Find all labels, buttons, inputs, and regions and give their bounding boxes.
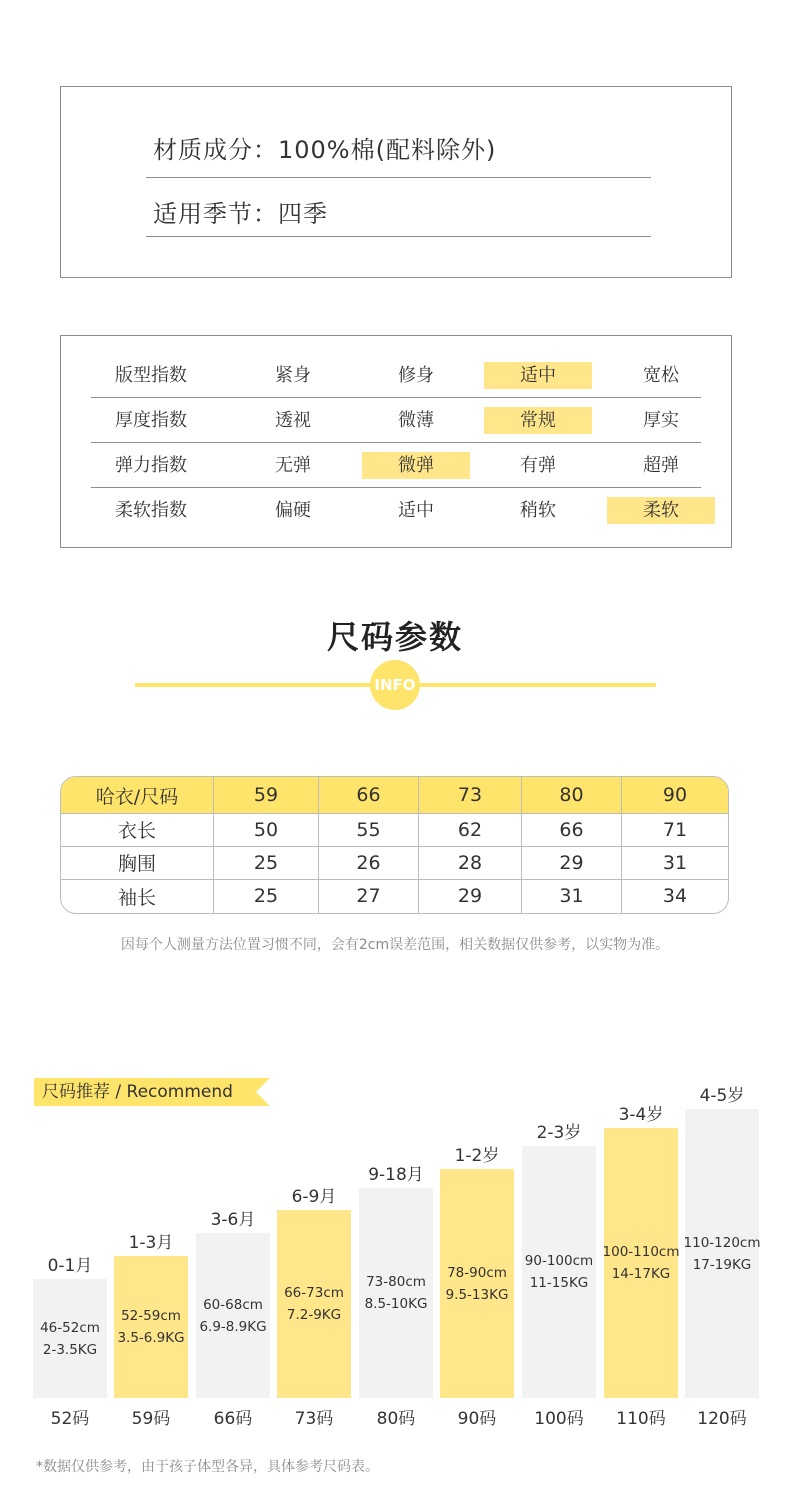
index-option: 紧身 bbox=[275, 365, 311, 386]
bar-age-label: 3-4岁 bbox=[618, 1105, 664, 1125]
divider bbox=[91, 397, 701, 398]
bar-age-label: 1-3月 bbox=[128, 1233, 174, 1253]
index-option: 透视 bbox=[275, 410, 311, 431]
size-table-cell: 27 bbox=[319, 879, 419, 913]
bar-size-label: 66码 bbox=[213, 1409, 253, 1429]
size-table-cell: 62 bbox=[419, 813, 522, 846]
index-option-selected: 常规 bbox=[484, 401, 592, 441]
divider bbox=[91, 442, 701, 443]
index-row bbox=[61, 491, 731, 531]
index-option: 宽松 bbox=[643, 365, 679, 386]
index-option: 无弹 bbox=[275, 455, 311, 476]
bar-weight-range: 17-19KG bbox=[692, 1256, 752, 1273]
index-row bbox=[61, 401, 731, 441]
bar-size-label: 90码 bbox=[457, 1409, 497, 1429]
bar-height-range: 52-59cm bbox=[121, 1308, 181, 1324]
bar-size-label: 73码 bbox=[294, 1409, 334, 1429]
size-bar bbox=[114, 1256, 188, 1398]
index-option: 适中 bbox=[398, 500, 434, 521]
divider bbox=[91, 487, 701, 488]
bar-height-range: 110-120cm bbox=[683, 1234, 761, 1251]
bar-weight-range: 14-17KG bbox=[611, 1266, 671, 1282]
size-table-cell: 31 bbox=[662, 851, 688, 874]
bar-age-label: 0-1月 bbox=[47, 1256, 93, 1276]
bar-weight-range: 8.5-10KG bbox=[364, 1296, 428, 1312]
measurement-note: 因每个人测量方法位置习惯不同，会有2cm误差范围，相关数据仅供参考，以实物为准。 bbox=[120, 937, 670, 953]
material-info-box bbox=[60, 86, 732, 278]
size-table-row bbox=[61, 879, 728, 913]
bar-height-range: 73-80cm bbox=[366, 1274, 426, 1290]
divider bbox=[146, 177, 651, 178]
size-table-cell: 55 bbox=[319, 813, 419, 846]
bar-size-label: 100码 bbox=[534, 1409, 584, 1429]
size-table-cell: 衣长 bbox=[61, 813, 214, 846]
index-name: 柔软指数 bbox=[115, 500, 187, 521]
size-bar bbox=[685, 1109, 759, 1398]
bar-weight-range: 9.5-13KG bbox=[445, 1286, 509, 1303]
bar-size-label: 110码 bbox=[616, 1409, 666, 1429]
bar-weight-range: 11-15KG bbox=[529, 1275, 589, 1291]
size-table-cell: 26 bbox=[319, 846, 419, 879]
index-option-selected: 柔软 bbox=[607, 491, 715, 531]
bar-size-label: 80码 bbox=[376, 1409, 416, 1429]
size-table-header-cell: 90 bbox=[662, 784, 688, 806]
bar-weight-range: 7.2-9KG bbox=[286, 1307, 342, 1323]
bar-size-label: 52码 bbox=[50, 1409, 90, 1429]
size-table-cell: 29 bbox=[522, 846, 622, 879]
size-table-cell: 28 bbox=[419, 846, 522, 879]
size-table-cell: 袖长 bbox=[61, 879, 214, 913]
bar-age-label: 9-18月 bbox=[368, 1165, 424, 1185]
size-table bbox=[60, 776, 729, 914]
size-table-cell: 29 bbox=[419, 879, 522, 913]
size-table-cell: 71 bbox=[662, 818, 688, 841]
material-composition: 材质成分：100%棉(配料除外) bbox=[153, 136, 497, 164]
size-bar bbox=[196, 1233, 270, 1398]
bar-height-range: 90-100cm bbox=[524, 1253, 594, 1269]
recommend-note: *数据仅供参考，由于孩子体型各异，具体参考尺码表。 bbox=[36, 1459, 379, 1475]
bar-age-label: 1-2岁 bbox=[454, 1146, 500, 1166]
index-row bbox=[61, 446, 731, 486]
size-bar bbox=[604, 1128, 678, 1398]
size-table-header-cell: 哈衣/尺码 bbox=[61, 777, 214, 813]
index-option: 修身 bbox=[398, 365, 434, 386]
index-option: 厚实 bbox=[643, 410, 679, 431]
size-table-row bbox=[61, 846, 728, 879]
index-name: 厚度指数 bbox=[115, 410, 187, 431]
size-table-cell: 34 bbox=[662, 885, 688, 907]
size-table-cell: 66 bbox=[522, 813, 622, 846]
index-name: 弹力指数 bbox=[115, 455, 187, 476]
bar-height-range: 100-110cm bbox=[602, 1244, 680, 1260]
index-option: 稍软 bbox=[520, 500, 556, 521]
size-table-header-cell: 66 bbox=[319, 777, 419, 813]
bar-height-range: 60-68cm bbox=[203, 1296, 263, 1313]
index-row bbox=[61, 356, 731, 396]
fabric-index-box bbox=[60, 335, 732, 548]
index-option-selected: 适中 bbox=[484, 356, 592, 396]
size-table-header-cell: 73 bbox=[419, 777, 522, 813]
size-bar bbox=[359, 1188, 433, 1398]
size-table-cell: 胸围 bbox=[61, 846, 214, 879]
bar-age-label: 2-3岁 bbox=[536, 1123, 582, 1143]
size-table-cell: 31 bbox=[522, 879, 622, 913]
index-option: 偏硬 bbox=[275, 500, 311, 521]
bar-weight-range: 6.9-8.9KG bbox=[199, 1318, 267, 1335]
size-section-title: 尺码参数 bbox=[326, 618, 463, 656]
divider bbox=[61, 879, 728, 880]
recommend-title: 尺码推荐 / Recommend bbox=[42, 1082, 233, 1102]
index-option-selected: 微弹 bbox=[362, 446, 470, 486]
size-table-cell: 25 bbox=[214, 846, 319, 879]
divider bbox=[61, 813, 728, 814]
size-table-header bbox=[61, 777, 728, 813]
bar-size-label: 120码 bbox=[697, 1409, 747, 1429]
index-option: 有弹 bbox=[520, 455, 556, 476]
size-bar bbox=[33, 1279, 107, 1398]
applicable-season: 适用季节：四季 bbox=[153, 200, 328, 228]
divider bbox=[61, 846, 728, 847]
bar-height-range: 46-52cm bbox=[40, 1319, 100, 1336]
bar-weight-range: 3.5-6.9KG bbox=[117, 1330, 185, 1346]
bar-age-label: 3-6月 bbox=[210, 1210, 256, 1230]
size-bar bbox=[440, 1169, 514, 1398]
size-table-header-cell: 59 bbox=[214, 777, 319, 813]
index-name: 版型指数 bbox=[115, 365, 187, 386]
bar-height-range: 66-73cm bbox=[284, 1285, 344, 1301]
size-table-cell: 50 bbox=[214, 813, 319, 846]
divider bbox=[146, 236, 651, 237]
size-table-row bbox=[61, 813, 728, 846]
info-badge: INFO bbox=[370, 660, 420, 710]
size-bar bbox=[522, 1146, 596, 1398]
bar-height-range: 78-90cm bbox=[447, 1264, 507, 1281]
bar-age-label: 4-5岁 bbox=[699, 1086, 745, 1106]
index-option: 超弹 bbox=[643, 455, 679, 476]
size-bar bbox=[277, 1210, 351, 1398]
index-option: 微薄 bbox=[398, 410, 434, 431]
bar-age-label: 6-9月 bbox=[291, 1187, 337, 1207]
size-table-header-cell: 80 bbox=[522, 777, 622, 813]
bar-size-label: 59码 bbox=[131, 1409, 171, 1429]
bar-weight-range: 2-3.5KG bbox=[42, 1341, 98, 1358]
size-table-cell: 25 bbox=[214, 879, 319, 913]
